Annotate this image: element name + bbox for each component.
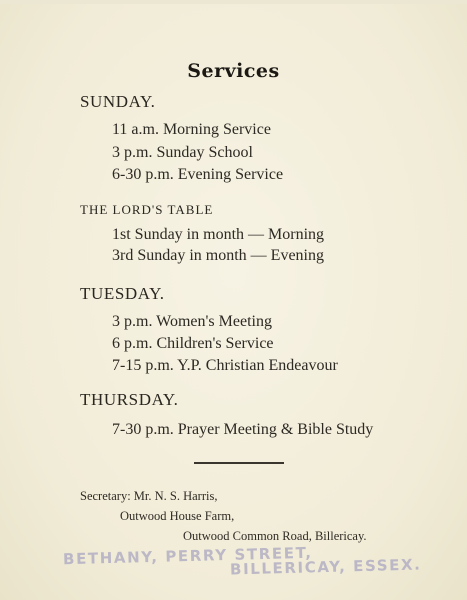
secretary-line-2: Outwood House Farm, <box>120 509 235 523</box>
sunday-item-1: 11 a.m. Morning Service <box>112 121 271 138</box>
lords-table-label: THE LORD'S TABLE <box>80 202 214 217</box>
tuesday-label: TUESDAY. <box>80 284 165 303</box>
tuesday-item-1: 3 p.m. Women's Meeting <box>112 313 272 330</box>
secretary-line-1: Secretary: Mr. N. S. Harris, <box>80 489 218 503</box>
tuesday-item-2: 6 p.m. Children's Service <box>112 335 274 352</box>
card-edge <box>0 0 467 4</box>
secretary-line-3: Outwood Common Road, Billericay. <box>183 529 367 543</box>
thursday-label: THURSDAY. <box>80 390 179 409</box>
address-stamp-line-2: BILLERICAY, ESSEX. <box>229 555 422 579</box>
thursday-item-1: 7-30 p.m. Prayer Meeting & Bible Study <box>112 421 374 438</box>
sunday-label: SUNDAY. <box>80 92 156 111</box>
services-heading: Services <box>187 60 280 82</box>
tuesday-item-3: 7-15 p.m. Y.P. Christian Endeavour <box>112 357 338 374</box>
sunday-item-3: 6-30 p.m. Evening Service <box>112 166 284 183</box>
lords-table-item-2: 3rd Sunday in month — Evening <box>112 247 324 264</box>
address-stamp-line-1: BETHANY, PERRY STREET, <box>62 543 313 569</box>
lords-table-item-1: 1st Sunday in month — Morning <box>112 226 325 243</box>
divider-rule <box>194 462 284 464</box>
sunday-item-2: 3 p.m. Sunday School <box>112 144 253 161</box>
